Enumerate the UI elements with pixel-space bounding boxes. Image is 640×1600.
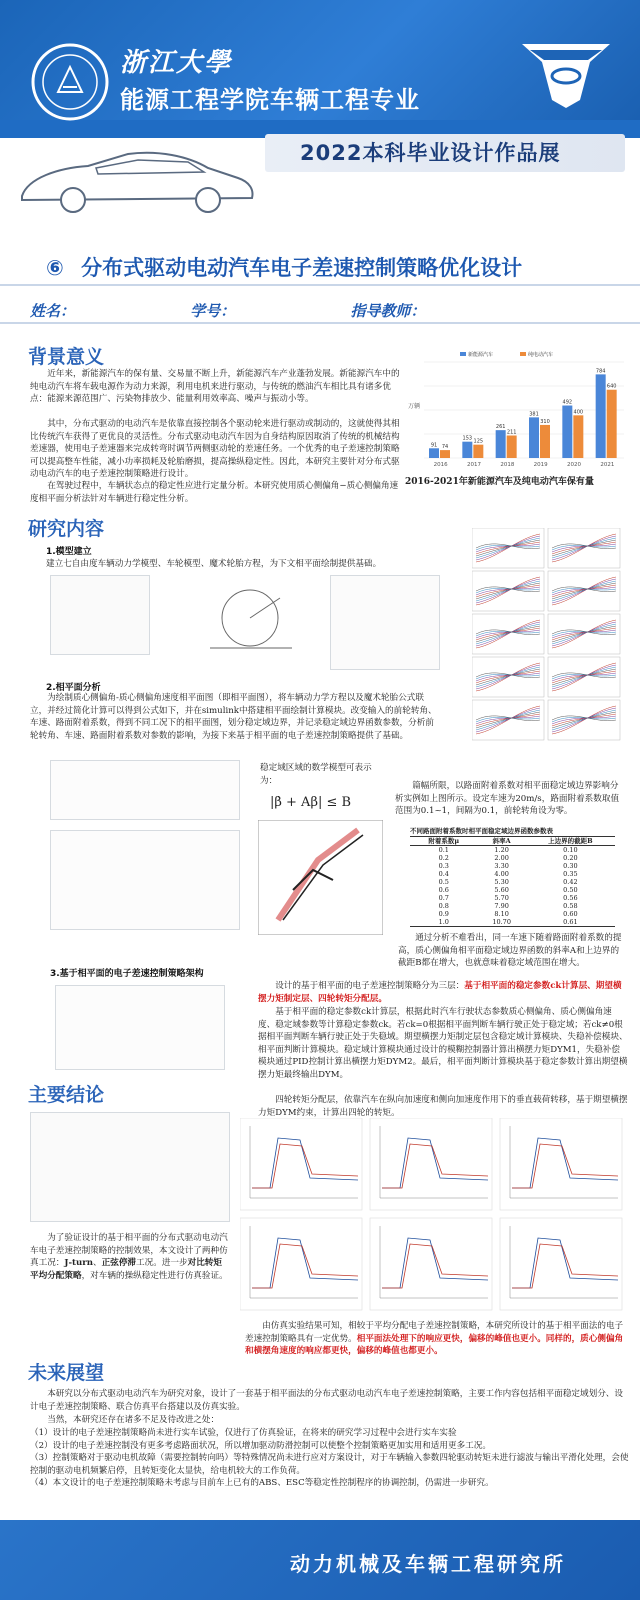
table-cell: 5.70 bbox=[494, 894, 509, 902]
table-row bbox=[410, 886, 615, 894]
future-paragraph-2: 当然，本研究还存在诸多不足及待改进之处： bbox=[47, 1415, 220, 1425]
stability-formula: |β̇ + Aβ| ≤ B bbox=[270, 795, 352, 810]
background-paragraph-2: 其中，分布式驱动的电动汽车是依靠直接控制各个驱动轮来进行驱动或制动的，这就使得其相比传统汽车获得了更优良的灵活性。分布式驱动电动汽车因为自身结构原因取消了传统的机械结构差速器，使用电子差速器来完成转弯时调节两侧驱动轮的差速任务。一个优秀的电子差速控制策略可以提高整车性能，减小功率损耗及轮胎磨损，提高操纵稳定性。因此，本研究主要针对分布式驱动电动汽车的电子差速控制策略进行设计。 bbox=[30, 419, 400, 479]
table-cell: 0.3 bbox=[438, 862, 449, 870]
architecture-section-title: 3.基于相平面的电子差速控制策略架构 bbox=[50, 969, 204, 979]
bar bbox=[596, 374, 606, 458]
phase-plane-plots bbox=[472, 528, 622, 743]
bar bbox=[496, 430, 506, 458]
table-header-cell: 附着系数μ bbox=[428, 837, 460, 845]
simulation-plot bbox=[240, 1218, 362, 1310]
conclusion-p2-red: 相平面法处理下的响应更快，偏移的峰值也更小。同样的，质心侧偏角和横摆角速度的响应都更快，偏移的峰值也都更小。 bbox=[245, 1333, 624, 1356]
bar bbox=[429, 448, 439, 458]
table-cell: 0.35 bbox=[563, 870, 578, 878]
conclusion-p1-b: J-turn bbox=[64, 1258, 94, 1268]
bar-value-label: 640 bbox=[606, 383, 617, 390]
advisor-label: 指导教师： bbox=[350, 302, 426, 320]
conclusion-p1-f: 对比转矩平均分配策略 bbox=[30, 1258, 222, 1281]
future-item: （1）设计的电子差速控制策略尚未进行实车试验，仅进行了仿真验证，在将来的研究学习过程中会进行实车实验 bbox=[30, 1428, 457, 1438]
table-cell: 0.61 bbox=[563, 918, 578, 926]
table-cell: 4.00 bbox=[494, 870, 509, 878]
table-cell: 0.2 bbox=[438, 854, 449, 862]
bar-value-label: 261 bbox=[495, 424, 506, 431]
conclusion-heading: 主要结论 bbox=[28, 1084, 105, 1106]
table-row bbox=[410, 878, 615, 886]
y-axis-label: 万辆 bbox=[408, 403, 421, 410]
table-header-cell: 上边界的截距B bbox=[548, 837, 593, 845]
background-paragraph-3: 在驾驶过程中，车辆状态点的稳定性应进行定量分析。本研究使用质心侧偏角−质心侧偏角速度相平面分析法针对车辆进行稳定性分析。 bbox=[30, 481, 399, 504]
exhibition-title: 2022本科毕业设计作品展 bbox=[300, 141, 561, 165]
project-title-row bbox=[46, 252, 522, 282]
bar bbox=[462, 442, 472, 458]
bar bbox=[573, 415, 583, 458]
table-cell: 0.60 bbox=[563, 910, 578, 918]
conclusion-p1-e: 工况。进一步 bbox=[136, 1258, 188, 1268]
table-cell: 0.20 bbox=[563, 854, 578, 862]
bar-value-label: 784 bbox=[595, 368, 606, 375]
bar-value-label: 310 bbox=[540, 418, 550, 425]
table-cell: 0.4 bbox=[438, 870, 449, 878]
background-heading: 背景意义 bbox=[28, 346, 105, 368]
conclusion-paragraph-2 bbox=[245, 1320, 630, 1358]
x-tick-label: 2020 bbox=[567, 462, 581, 468]
parameter-table bbox=[410, 836, 615, 927]
car-outline-icon bbox=[18, 148, 258, 218]
dynamics-equation bbox=[50, 760, 240, 820]
university-seal bbox=[30, 42, 110, 122]
future-item: （3）控制策略对于驱动电机故障（需要控制转向吗）等特殊情况尚未进行应对方案设计，对于车辆输入参数四轮驱动转矩未进行滤波与输出平滑化处理，会使控制的驱动电机频繁启停，且转矩变化太显快，给电机较大的工作负荷。 bbox=[30, 1453, 629, 1476]
research-heading: 研究内容 bbox=[28, 518, 105, 540]
phase-plane-section-title: 2.相平面分析 bbox=[46, 683, 101, 693]
architecture-text bbox=[258, 980, 628, 1005]
vehicle-model-diagram bbox=[50, 575, 150, 655]
model-section-title: 1.模型建立 bbox=[46, 547, 92, 557]
bar bbox=[507, 435, 517, 458]
table-cell: 0.5 bbox=[438, 878, 449, 886]
wheel-model-diagram bbox=[200, 578, 300, 658]
table-row bbox=[410, 902, 615, 910]
bar bbox=[529, 417, 539, 458]
legend-label: 纯电动汽车 bbox=[528, 352, 554, 358]
project-number: ⑥ bbox=[46, 256, 64, 280]
info-row bbox=[30, 300, 426, 321]
conclusion-p1-d: 正弦停滞 bbox=[101, 1258, 137, 1268]
table-cell: 0.50 bbox=[563, 886, 578, 894]
x-tick-label: 2019 bbox=[533, 462, 548, 468]
x-tick-label: 2017 bbox=[467, 462, 481, 468]
title-divider bbox=[0, 284, 640, 286]
bar-value-label: 153 bbox=[462, 435, 473, 442]
department-title: 能源工程学院车辆工程专业 bbox=[120, 86, 420, 114]
project-title: 分布式驱动电动汽车电子差速控制策略优化设计 bbox=[81, 256, 523, 280]
table-cell: 0.56 bbox=[563, 894, 578, 902]
lab-logo-icon bbox=[520, 40, 612, 110]
simulation-plot bbox=[370, 1118, 492, 1210]
table-row bbox=[410, 870, 615, 878]
legend-swatch bbox=[460, 352, 466, 356]
conclusion-p1-g: ，对车辆的操纵稳定性进行仿真验证。 bbox=[81, 1270, 228, 1281]
stability-model-label: 稳定域区域的数学模型可表示为： bbox=[260, 763, 372, 786]
table-cell: 0.9 bbox=[438, 910, 449, 918]
architecture-diagram bbox=[55, 985, 225, 1070]
x-tick-label: 2021 bbox=[600, 462, 615, 468]
table-row bbox=[410, 862, 615, 870]
conclusion-p2-a: 由仿真实验结果可知，相较于平均分配电子差速控制策略，本研究所设计的基于相平面法的电子差速控制策略具有一定优势。 bbox=[245, 1321, 624, 1344]
bar bbox=[540, 425, 550, 458]
table-cell: 0.8 bbox=[438, 902, 449, 910]
phase-plane-grid-svg bbox=[472, 528, 622, 743]
table-cell: 0.58 bbox=[563, 902, 578, 910]
simulink-block-diagram bbox=[50, 830, 240, 930]
table-cell: 0.7 bbox=[438, 894, 449, 902]
chart-caption: 2016-2021年新能源汽车及纯电动汽车保有量 bbox=[405, 477, 594, 487]
vehicle-ownership-chart bbox=[400, 350, 630, 470]
future-heading: 未来展望 bbox=[28, 1362, 105, 1384]
conclusion-paragraph-1 bbox=[30, 1232, 230, 1282]
legend-swatch bbox=[520, 352, 526, 356]
bar bbox=[607, 390, 617, 458]
info-divider bbox=[0, 322, 640, 324]
future-item-list bbox=[30, 1427, 630, 1490]
table-analysis: 通过分析不难看出，同一车速下随着路面附着系数的提高，质心侧偏角相平面稳定域边界函数的斜率A和上边界的截距B都在增大，也就意味着稳定域范围在增大。 bbox=[398, 933, 622, 968]
x-tick-label: 2018 bbox=[500, 462, 515, 468]
table-row bbox=[410, 846, 615, 855]
simulation-plot bbox=[240, 1118, 362, 1210]
parameter-table-title: 不同路面附着系数时相平面稳定域边界函数参数表 bbox=[410, 827, 553, 835]
tire-equations bbox=[330, 575, 440, 670]
bar-value-label: 400 bbox=[573, 409, 584, 416]
bar bbox=[440, 450, 450, 458]
table-cell: 1.0 bbox=[438, 918, 449, 926]
table-cell: 3.30 bbox=[494, 862, 509, 870]
table-cell: 10.70 bbox=[492, 918, 511, 926]
bar-value-label: 492 bbox=[562, 399, 573, 406]
table-cell: 0.6 bbox=[438, 886, 449, 894]
table-header-cell: 斜率A bbox=[492, 837, 511, 845]
table-cell: 0.1 bbox=[438, 846, 449, 854]
future-item: （4）本文设计的电子差速控制策略未考虑与目前车上已有的ABS、ESC等稳定性控制程序的协调控制，仍需进一步研究。 bbox=[30, 1478, 494, 1488]
simulation-results-plots bbox=[240, 1118, 630, 1318]
table-cell: 5.60 bbox=[494, 886, 509, 894]
table-cell: 7.90 bbox=[494, 902, 509, 910]
bar-chart-svg bbox=[400, 350, 630, 470]
architecture-text-a: 设计的基于相平面的电子差速控制策略分为三层： bbox=[275, 981, 465, 991]
architecture-text-b: 基于相平面的稳定参数ck计算层，根据此时汽车行驶状态参数质心侧偏角、质心侧偏角速度、稳定域参数等计算稳定参数ck。若ck=0根据相平面判断车辆行驶正处于稳定域；若ck≠0根据相平面判断车辆行驶正处于失稳域。期望横摆力矩制定层包含稳定域计算模块、失稳补偿模块、相平面判断计算模块。稳定域计算模块通过设计的模糊控制器计算出横摆力矩DYM1，失稳补偿模块通过PID控制计算出横摆力矩DYM2。最后，相平面判断计算模块基于稳定参数计算出期望横摆力矩最终输出DYM。 bbox=[258, 1007, 628, 1080]
bar-value-label: 91 bbox=[430, 442, 438, 449]
background-paragraph-1: 近年来，新能源汽车的保有量、交易量不断上升，新能源汽车产业蓬勃发展。新能源汽车中的纯电动汽车将车载电源作为动力来源，利用电机来进行驱动，与传统的燃油汽车相比具有诸多优点：能源来源范围广、污染物排放少、能量利用效率高、噪声与振动小等。 bbox=[30, 369, 400, 404]
simulation-plots-svg bbox=[240, 1118, 630, 1318]
future-item: （2）设计的电子差速控制没有更多考虑路面状况，所以增加驱动防滑控制可以使整个控制策略更加实用和适用更多工况。 bbox=[30, 1440, 491, 1451]
stability-region-plot bbox=[258, 820, 383, 935]
table-cell: 5.30 bbox=[494, 878, 509, 886]
conclusion-p1-c: 、 bbox=[93, 1258, 102, 1268]
simulation-model-screenshot bbox=[30, 1112, 230, 1222]
university-name: 浙江大學 bbox=[120, 48, 233, 78]
bar-value-label: 74 bbox=[441, 444, 449, 451]
table-cell: 8.10 bbox=[494, 910, 509, 918]
phase-plane-section-text: 为绘制质心侧偏角-质心侧偏角速度相平面图（即相平面图），将车辆动力学方程以及魔术轮胎公式联立，并经过简化计算可以得到公式如下，并在simulink中搭建相平面绘制计算模块。改变输入的前轮转角、车速、路面附着系数，得到不同工况下的相平面图，划分稳定域边界，并记录稳定域边界函数参数，分析前轮转角、车速、路面附着系数对参数的影响，为接下来基于相平面的电子差速控制策略提供了基础。 bbox=[30, 693, 437, 741]
simulation-plot bbox=[500, 1218, 622, 1310]
table-row bbox=[410, 918, 615, 927]
simulation-plot bbox=[500, 1118, 622, 1210]
table-cell: 0.30 bbox=[563, 862, 578, 870]
table-cell: 0.10 bbox=[563, 846, 578, 854]
table-row bbox=[410, 854, 615, 862]
bar-value-label: 125 bbox=[473, 438, 484, 445]
table-row bbox=[410, 894, 615, 902]
model-section-text: 建立七自由度车辆动力学模型、车轮模型、魔术轮胎方程，为下文相平面绘制提供基础。 bbox=[46, 559, 382, 569]
simulation-plot bbox=[370, 1218, 492, 1310]
legend-label: 新能源汽车 bbox=[468, 352, 494, 358]
table-row bbox=[410, 910, 615, 918]
x-tick-label: 2016 bbox=[433, 462, 448, 468]
conclusion-p1-a: 为了验证设计的基于相平面的分布式驱动电动汽车电子差速控制策略的控制效果，本文设计了两种仿真工况： bbox=[30, 1233, 228, 1268]
table-cell: 1.20 bbox=[494, 846, 509, 854]
bar bbox=[473, 445, 483, 458]
future-paragraph-1: 本研究以分布式驱动电动汽车为研究对象，设计了一套基于相平面法的分布式驱动电动汽车电子差速控制策略，主要工作内容包括相平面稳定域划分、设计电子差速控制策略、联合仿真平台搭建以及仿真实验。 bbox=[30, 1389, 623, 1412]
bar-value-label: 211 bbox=[506, 429, 517, 436]
table-cell: 2.00 bbox=[494, 854, 509, 862]
footer-institute: 动力机械及车辆工程研究所 bbox=[290, 1552, 566, 1576]
name-label: 姓名： bbox=[30, 302, 76, 320]
table-cell: 0.42 bbox=[563, 878, 578, 886]
architecture-text-red: 基于相平面的稳定参数ck计算层、期望横摆力矩制定层、四轮转矩分配层。 bbox=[258, 981, 622, 1004]
student-id-label: 学号： bbox=[190, 302, 236, 320]
table-note: 篇幅所限，以路面附着系数对相平面稳定域边界影响分析实例如上图所示。设定车速为20m/s，路面附着系数取值范围为0.1~1，间隔为0.1，前轮转角设为零。 bbox=[395, 781, 620, 816]
bar-value-label: 381 bbox=[529, 411, 539, 418]
bar bbox=[562, 406, 572, 458]
architecture-text-c: 四轮转矩分配层，依靠汽车在纵向加速度和侧向加速度作用下的垂直载荷转移，基于期望横摆力矩DYM约束，计算出四轮的转矩。 bbox=[258, 1095, 628, 1118]
